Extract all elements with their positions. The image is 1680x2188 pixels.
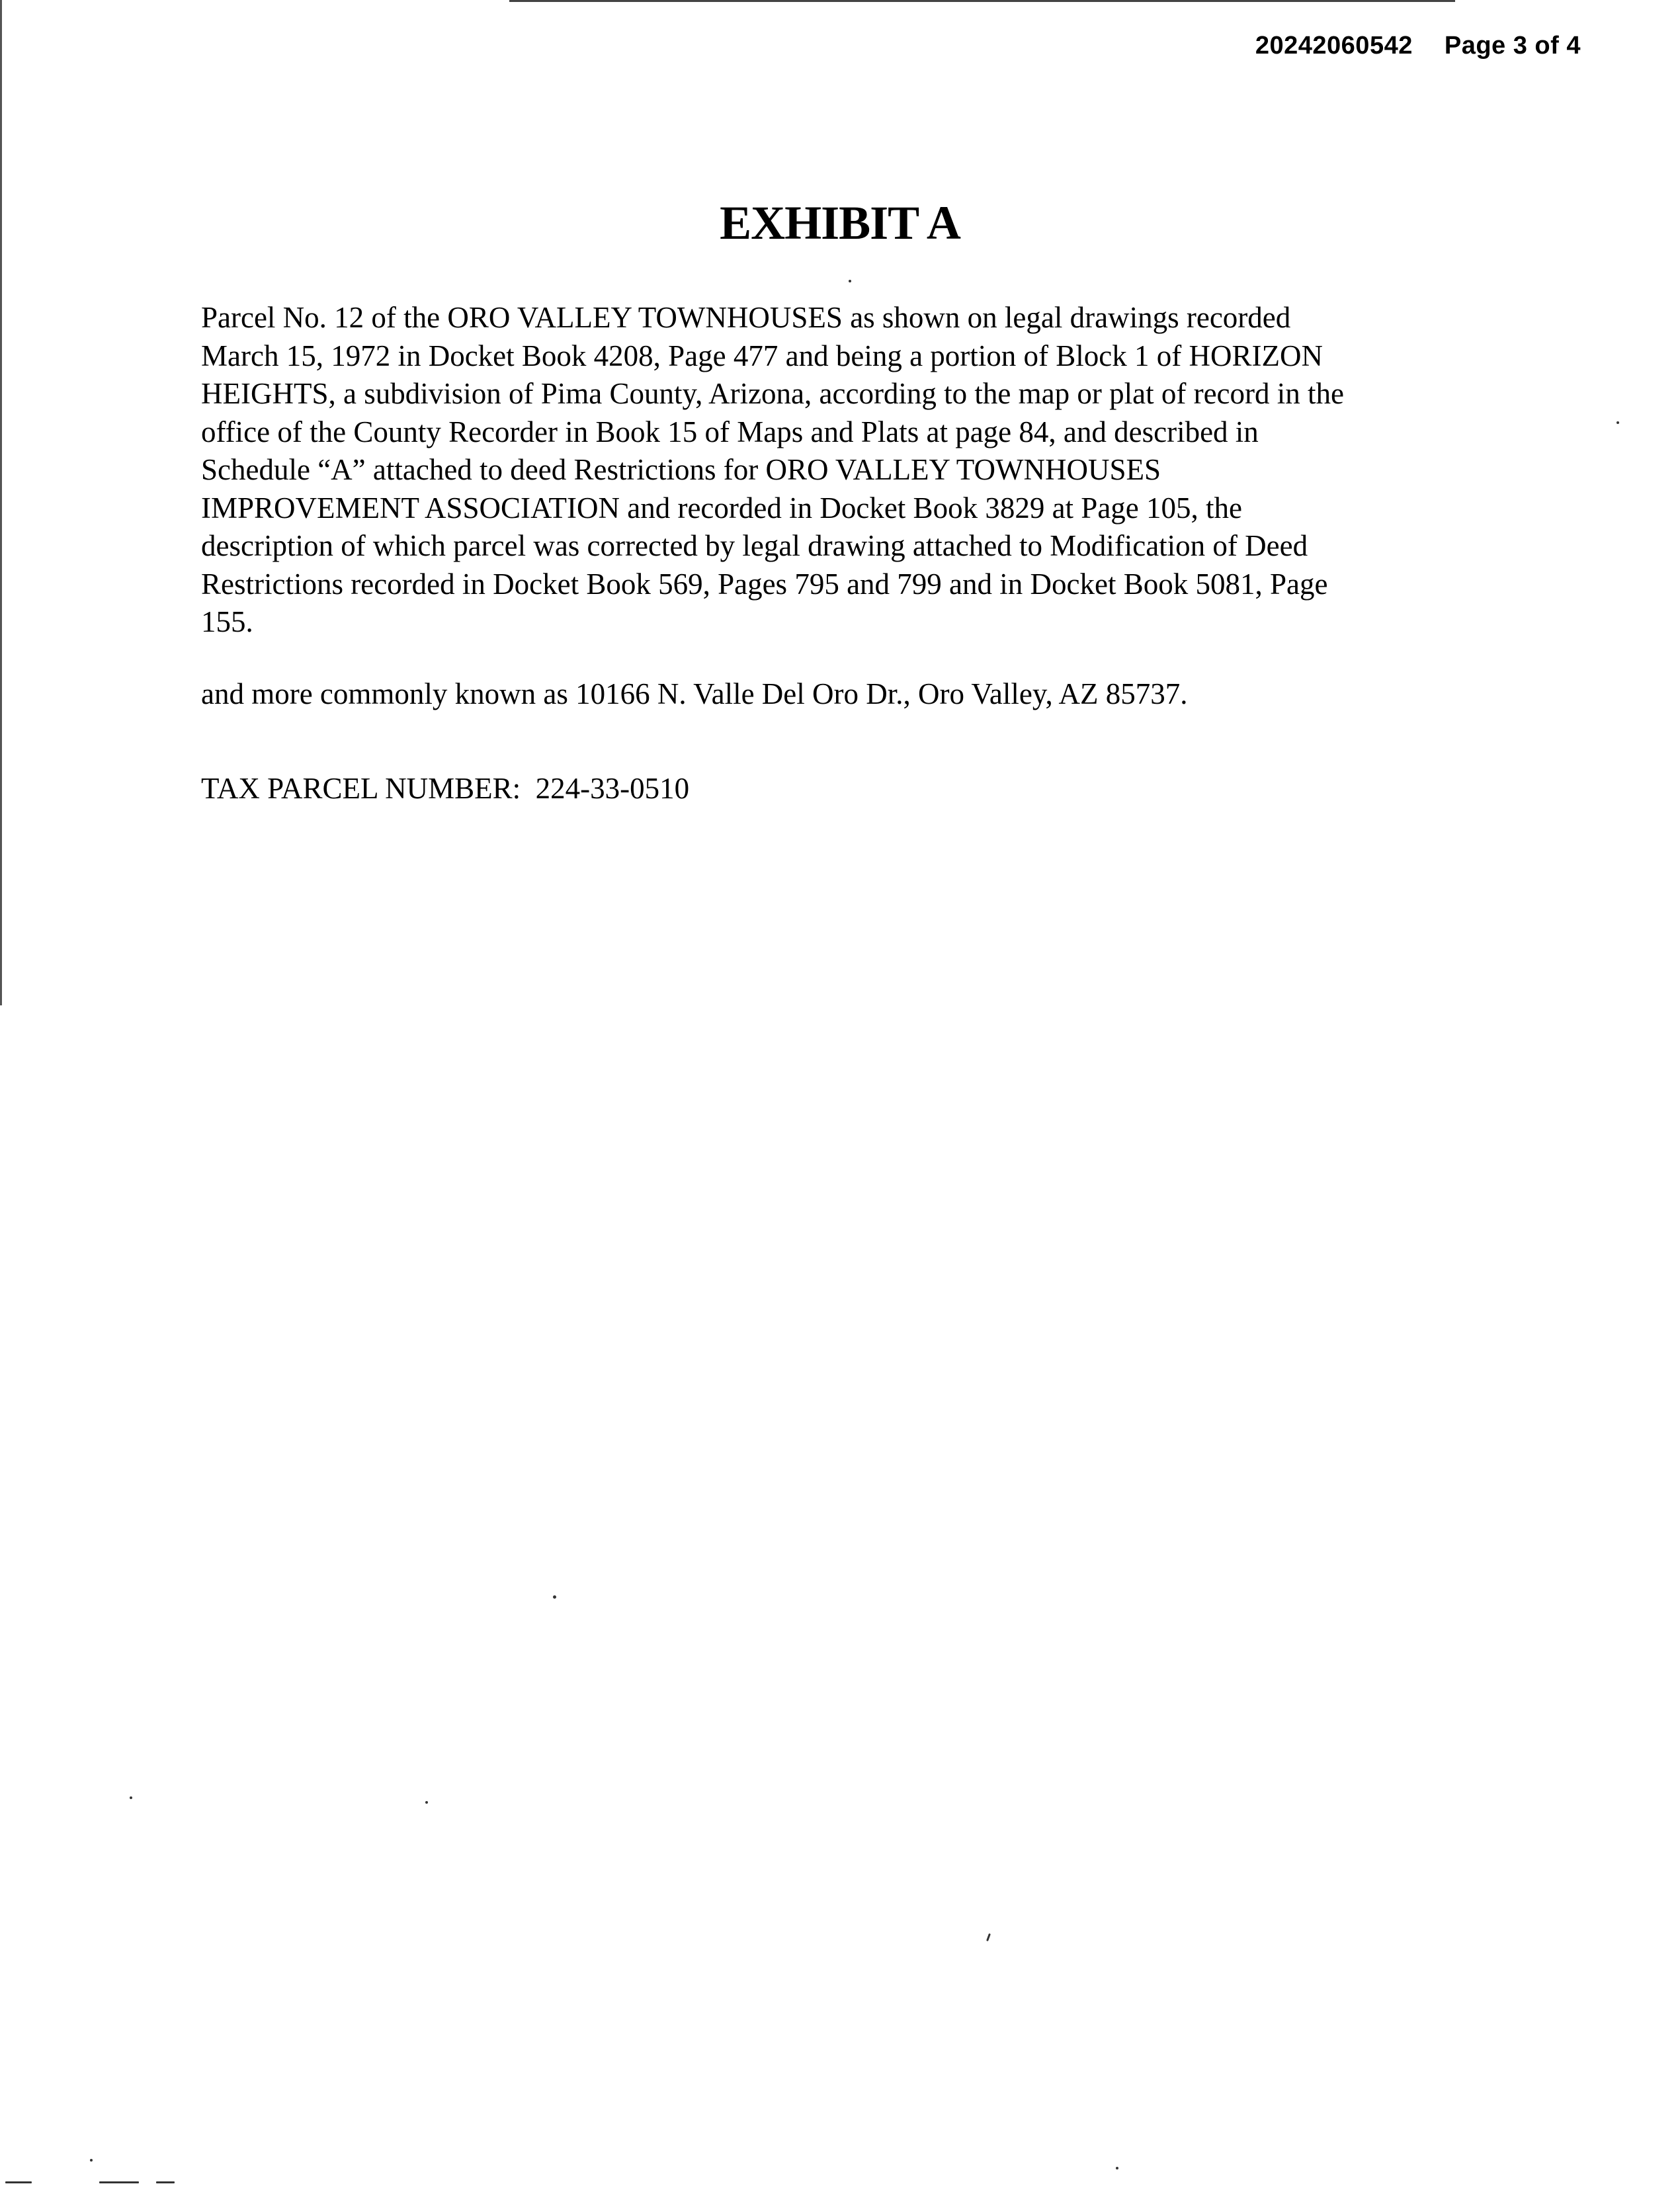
scan-speck <box>130 1796 132 1799</box>
tax-parcel-line <box>201 770 1497 808</box>
page-indicator: Page 3 of 4 <box>1444 32 1581 60</box>
scan-speck <box>5 2181 32 2183</box>
scan-speck <box>1617 421 1619 424</box>
scan-speck <box>99 2181 139 2183</box>
tax-parcel-number: 224-33-0510 <box>535 772 690 805</box>
property-address: and more commonly known as 10166 N. Valle Del Oro Dr., Oro Valley, AZ 85737. <box>201 677 1188 710</box>
scan-speck <box>425 1801 428 1804</box>
scan-speck <box>156 2181 175 2183</box>
legal-description-line: Restrictions recorded in Docket Book 569, Pages 795 and 799 and in Docket Book 5081, Page <box>201 567 1328 601</box>
scan-speck <box>1116 2167 1118 2169</box>
exhibit-title: EXHIBIT A <box>720 196 960 249</box>
legal-description-line: HEIGHTS, a subdivision of Pima County, Arizona, according to the map or plat of record in the <box>201 377 1344 410</box>
legal-description <box>201 299 1497 642</box>
scan-speck <box>553 1595 556 1599</box>
scan-top-edge <box>509 0 1455 2</box>
legal-description-line: March 15, 1972 in Docket Book 4208, Page 477 and being a portion of Block 1 of HORIZON <box>201 339 1323 372</box>
scan-left-edge <box>0 0 2 1005</box>
scan-speck <box>849 280 851 282</box>
scan-speck <box>986 1933 991 1941</box>
tax-parcel-label: TAX PARCEL NUMBER: <box>201 772 521 805</box>
legal-description-line: Schedule “A” attached to deed Restrictions for ORO VALLEY TOWNHOUSES <box>201 453 1161 486</box>
recording-header <box>1255 32 1581 60</box>
legal-description-line: 155. <box>201 605 253 638</box>
legal-description-line: office of the County Recorder in Book 15 of Maps and Plats at page 84, and described in <box>201 415 1259 448</box>
legal-description-line: description of which parcel was corrected by legal drawing attached to Modification of Deed <box>201 529 1308 562</box>
scan-speck <box>90 2159 93 2162</box>
legal-description-line: IMPROVEMENT ASSOCIATION and recorded in Docket Book 3829 at Page 105, the <box>201 491 1242 525</box>
document-number: 20242060542 <box>1255 32 1413 60</box>
legal-description-line: Parcel No. 12 of the ORO VALLEY TOWNHOUSES as shown on legal drawings recorded <box>201 301 1291 334</box>
